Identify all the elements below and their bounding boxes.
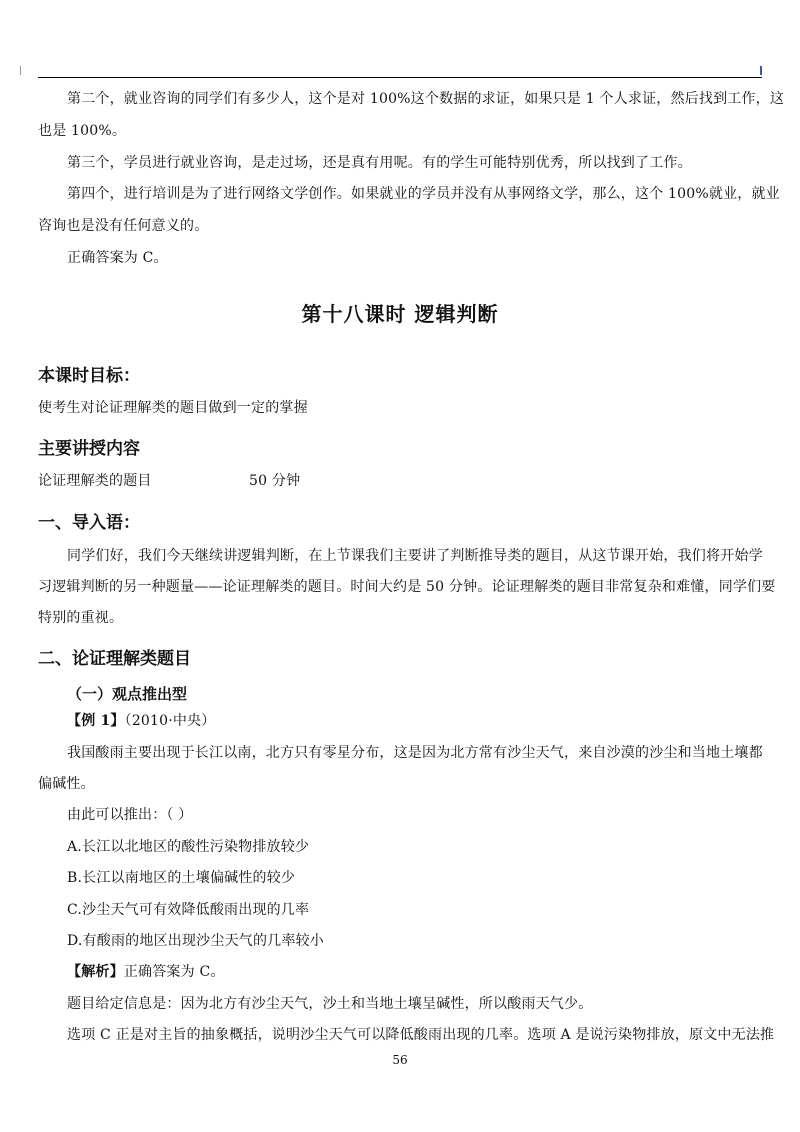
header-corner-mark-left <box>20 66 21 75</box>
paragraph-line: 也是 100%。 <box>38 123 127 139</box>
paragraph-line: 第三个，学员进行就业咨询，是走过场，还是真有用呢。有的学生可能特别优秀，所以找到了工作。 <box>67 155 692 171</box>
answer-line: 正确答案为 C。 <box>67 250 168 266</box>
content-heading: 主要讲授内容 <box>38 439 140 459</box>
paragraph-line: 第二个，就业咨询的同学们有多少人，这个是对 100%这个数据的求证，如果只是 1 个人求证，然后找到工作，这 <box>67 91 785 107</box>
question-line: 偏碱性。 <box>38 776 95 792</box>
analysis-text: 正确答案为 C。 <box>123 964 225 980</box>
page-number: 56 <box>392 1053 408 1067</box>
question-ask: 由此可以推出：（ ） <box>67 807 193 823</box>
example-tag: 【例 1】 <box>67 713 125 729</box>
analysis-line <box>67 964 225 980</box>
paragraph-line: 第四个，进行培训是为了进行网络文学创作。如果就业的学员并没有从事网络文学，那么，这个 100%就业，就业 <box>67 186 780 202</box>
intro-line: 习逻辑判断的另一种题量——论证理解类的题目。时间大约是 50 分钟。论证理解类的题目非常复杂和难懂，同学们要 <box>38 579 776 595</box>
example-source: （2010·中央） <box>124 713 216 729</box>
option-c: C.沙尘天气可有效降低酸雨出现的几率 <box>67 902 310 918</box>
section2-heading: 二、论证理解类题目 <box>38 649 191 669</box>
header-rule <box>38 77 762 78</box>
example-label <box>67 713 216 729</box>
lesson-title: 第十八课时 逻辑判断 <box>301 302 499 326</box>
option-d: D.有酸雨的地区出现沙尘天气的几率较小 <box>67 933 324 949</box>
analysis-tag: 【解析】 <box>67 964 124 980</box>
analysis-continued: 选项 C 正是对主旨的抽象概括，说明沙尘天气可以降低酸雨出现的几率。选项 A 是说污染物排放，原文中无法推 <box>67 1027 775 1043</box>
option-b: B.长江以南地区的土壤偏碱性的较少 <box>67 870 296 886</box>
intro-heading: 一、导入语： <box>38 513 140 533</box>
given-info: 题目给定信息是：因为北方有沙尘天气，沙土和当地土壤呈碱性，所以酸雨天气少。 <box>67 996 593 1012</box>
goal-heading: 本课时目标： <box>38 366 140 386</box>
question-line: 我国酸雨主要出现于长江以南，北方只有零星分布，这是因为北方常有沙尘天气，来自沙漠的沙尘和当地土壤都 <box>67 745 763 761</box>
subsection-heading: （一）观点推出型 <box>67 685 188 703</box>
paragraph-line: 咨询也是没有任何意义的。 <box>38 218 209 234</box>
intro-line: 同学们好，我们今天继续讲逻辑判断，在上节课我们主要讲了判断推导类的题目，从这节课开始，我们将开始学 <box>67 548 763 564</box>
header-corner-mark-right <box>760 66 762 75</box>
content-item: 论证理解类的题目 <box>38 473 152 489</box>
content-duration: 50 分钟 <box>249 473 301 489</box>
intro-line: 特别的重视。 <box>38 610 124 626</box>
goal-text: 使考生对论证理解类的题目做到一定的掌握 <box>38 400 308 416</box>
option-a: A.长江以北地区的酸性污染物排放较少 <box>67 839 310 855</box>
